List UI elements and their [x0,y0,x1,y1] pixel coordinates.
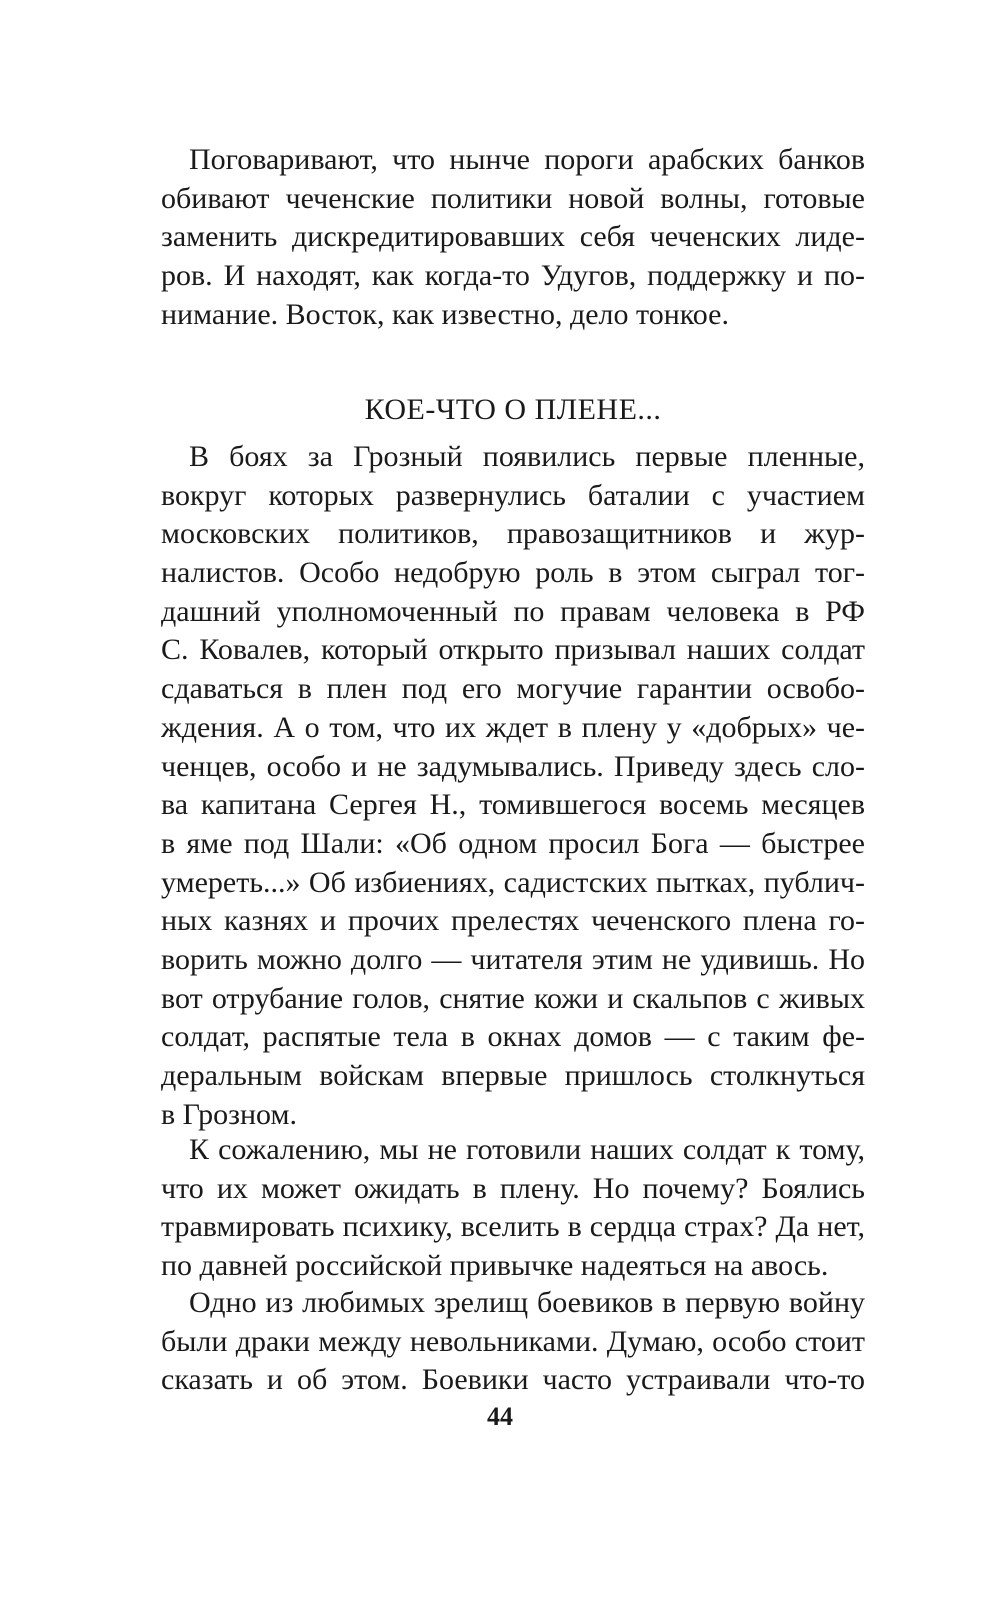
text-line: С. Ковалев, который открыто призывал наших солдат [161,633,865,667]
text-line: солдат, распятые тела в окнах домов — с таким фе- [161,1020,865,1054]
text-line: в яме под Шали: «Об одном просил Бога — быстрее [161,826,865,860]
text-line: деральным войскам впервые пришлось столкнуться [161,1059,865,1092]
paragraph-2 [161,438,865,1134]
paragraph-4 [161,1284,865,1400]
text-line: московских политиков, правозащитников и жур- [161,517,865,551]
text-line: ченцев, особо и не задумывались. Приведу здесь сло- [161,749,865,783]
text-line: сказать и об этом. Боевики часто устраивали что-то [161,1363,865,1397]
text-line: налистов. Особо недобрую роль в этом сыграл тог- [161,556,865,590]
text-line: умереть...» Об избиениях, садистских пытках, публич- [161,865,865,899]
text-line: заменить дискредитировавших себя чеченских лиде- [161,220,865,254]
section-heading: КОЕ-ЧТО О ПЛЕНЕ... [364,393,662,426]
page-number: 44 [487,1402,513,1431]
text-line: К сожалению, мы не готовили наших солдат к тому, [189,1133,865,1166]
paragraph-1 [161,141,865,334]
text-line: дашний уполномоченный по правам человека в РФ [161,594,865,628]
text-line: ров. И находят, как когда-то Удугов, поддержку и по- [161,259,865,293]
text-line: ва капитана Сергея Н., томившегося восемь месяцев [161,788,865,822]
text-line: Поговаривают, что нынче пороги арабских банков [189,143,865,176]
text-line: нимание. Восток, как известно, дело тонкое. [161,297,729,331]
text-line: ных казнях и прочих прелестях чеченского плена го- [161,904,865,938]
text-line: что их может ожидать в плену. Но почему? Боялись [161,1171,865,1205]
text-line: по давней российской привычке надеяться на авось. [161,1249,829,1283]
text-line: были драки между невольниками. Думаю, особо стоит [161,1324,865,1358]
text-line: вокруг которых развернулись баталии с участием [161,478,865,512]
text-line: ждения. А о том, что их ждет в плену у «добрых» че- [161,710,865,744]
paragraph-3 [161,1131,865,1286]
text-line: Одно из любимых зрелищ боевиков в первую войну [189,1286,865,1319]
text-line: в Грозном. [161,1097,297,1131]
text-line: обивают чеченские политики новой волны, готовые [161,181,865,215]
text-line: ворить можно долго — читателя этим не удивишь. Но [161,942,865,976]
text-line: В боях за Грозный появились первые пленные, [189,440,865,473]
text-line: сдаваться в плен под его могучие гарантии освобо- [161,672,865,706]
text-line: травмировать психику, вселить в сердца страх? Да нет, [161,1210,865,1244]
text-line: вот отрубание голов, снятие кожи и скальпов с живых [161,981,865,1015]
